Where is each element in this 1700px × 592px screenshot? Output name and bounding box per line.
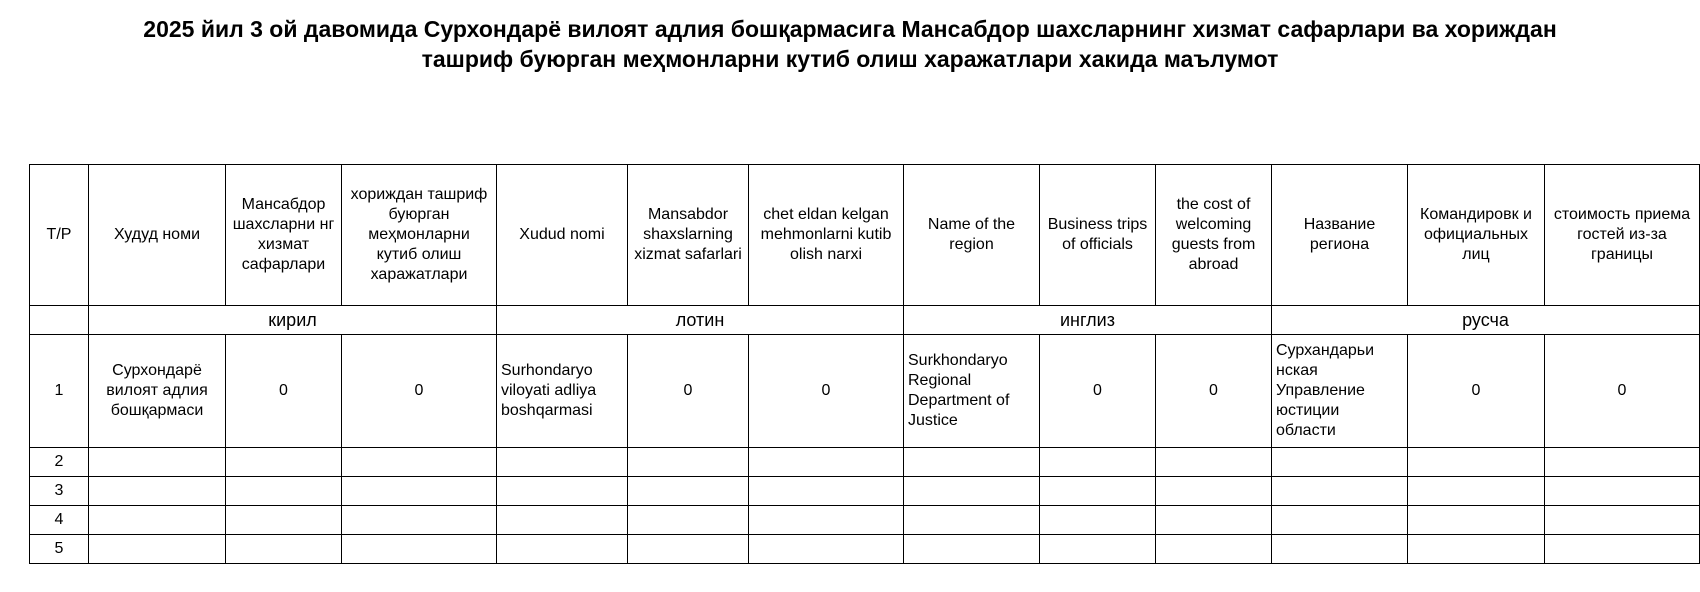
table-cell xyxy=(628,477,749,506)
table-cell xyxy=(1272,448,1408,477)
table-row xyxy=(30,448,1700,477)
region-lat-cell: Surhondaryo viloyati adliya boshqarmasi xyxy=(497,335,628,448)
table-cell xyxy=(1156,477,1272,506)
table-cell xyxy=(1408,448,1545,477)
table-cell xyxy=(342,506,497,535)
header-cell-guests-ru: стоимость приема гостей из-за границы xyxy=(1545,165,1700,306)
table-cell xyxy=(226,506,342,535)
guests-ru-cell: 0 xyxy=(1545,335,1700,448)
table-cell xyxy=(342,448,497,477)
group-cell-empty xyxy=(30,306,89,335)
table-cell xyxy=(1545,448,1700,477)
region-en-cell: Surkhondaryo Regional Department of Justice xyxy=(904,335,1040,448)
table-cell xyxy=(1545,535,1700,564)
table-cell xyxy=(1040,535,1156,564)
group-cell-english: инглиз xyxy=(904,306,1272,335)
table-cell xyxy=(89,477,226,506)
title-line-1: 2025 йил 3 ой давомида Сурхондарё вилоят адлия бошқармасига Мансабдор шахсларнинг хизмат сафарлари ва хориждан xyxy=(143,16,1557,42)
guests-lat-cell: 0 xyxy=(749,335,904,448)
table-cell xyxy=(1272,506,1408,535)
table-cell xyxy=(904,477,1040,506)
table-cell xyxy=(904,448,1040,477)
table-cell xyxy=(89,506,226,535)
table-row xyxy=(30,335,1700,448)
table-cell xyxy=(1040,477,1156,506)
row-number: 1 xyxy=(30,335,89,448)
expenses-table xyxy=(29,164,1700,564)
header-cell-region-lat: Xudud nomi xyxy=(497,165,628,306)
table-cell xyxy=(226,448,342,477)
table-cell xyxy=(749,448,904,477)
header-cell-guests-lat: chet eldan kelgan mehmonlarni kutib olish narxi xyxy=(749,165,904,306)
header-cell-trips-lat: Mansabdor shaxslarning xizmat safarlari xyxy=(628,165,749,306)
table-cell xyxy=(1156,448,1272,477)
row-number: 2 xyxy=(30,448,89,477)
table-cell xyxy=(1408,535,1545,564)
table-cell xyxy=(226,535,342,564)
guests-en-cell: 0 xyxy=(1156,335,1272,448)
table-cell xyxy=(904,506,1040,535)
table-cell xyxy=(1156,535,1272,564)
table-cell xyxy=(497,448,628,477)
table-row xyxy=(30,535,1700,564)
table-cell xyxy=(749,477,904,506)
table-cell xyxy=(1040,506,1156,535)
language-group-row xyxy=(30,306,1700,335)
table-cell xyxy=(497,506,628,535)
row-number: 4 xyxy=(30,506,89,535)
header-row xyxy=(30,165,1700,306)
document-title xyxy=(20,14,1680,74)
trips-en-cell: 0 xyxy=(1040,335,1156,448)
row-number: 3 xyxy=(30,477,89,506)
table-cell xyxy=(226,477,342,506)
region-cyr-cell: Сурхондарё вилоят адлия бошқармаси xyxy=(89,335,226,448)
header-cell-trips-ru: Командировк и официальных лиц xyxy=(1408,165,1545,306)
table-cell xyxy=(1545,477,1700,506)
trips-ru-cell: 0 xyxy=(1408,335,1545,448)
header-cell-guests-cyr: хориждан ташриф буюрган меҳмонларни кутиб олиш харажатлари xyxy=(342,165,497,306)
table-cell xyxy=(628,535,749,564)
group-cell-cyrillic: кирил xyxy=(89,306,497,335)
header-cell-number: Т/Р xyxy=(30,165,89,306)
header-cell-trips-en: Business trips of officials xyxy=(1040,165,1156,306)
table-row xyxy=(30,506,1700,535)
table-cell xyxy=(628,448,749,477)
trips-lat-cell: 0 xyxy=(628,335,749,448)
table-row xyxy=(30,477,1700,506)
row-number: 5 xyxy=(30,535,89,564)
header-cell-trips-cyr: Мансабдор шахсларни нг хизмат сафарлари xyxy=(226,165,342,306)
table-cell xyxy=(1408,477,1545,506)
table-cell xyxy=(342,477,497,506)
table-cell xyxy=(749,535,904,564)
region-ru-cell: Сурхандарьи нская Управление юстиции области xyxy=(1272,335,1408,448)
header-cell-guests-en: the cost of welcoming guests from abroad xyxy=(1156,165,1272,306)
header-cell-region-cyr: Худуд номи xyxy=(89,165,226,306)
table-cell xyxy=(904,535,1040,564)
table-cell xyxy=(1272,535,1408,564)
header-cell-region-en: Name of the region xyxy=(904,165,1040,306)
table-cell xyxy=(497,477,628,506)
table-cell xyxy=(497,535,628,564)
table-cell xyxy=(1545,506,1700,535)
table-cell xyxy=(1272,477,1408,506)
table-cell xyxy=(1040,448,1156,477)
group-cell-russian: русча xyxy=(1272,306,1700,335)
table-cell xyxy=(1408,506,1545,535)
table-cell xyxy=(89,535,226,564)
guests-cyr-cell: 0 xyxy=(342,335,497,448)
table-cell xyxy=(628,506,749,535)
table-cell xyxy=(342,535,497,564)
table-cell xyxy=(89,448,226,477)
title-line-2: ташриф буюрган меҳмонларни кутиб олиш харажатлари хакида маълумот xyxy=(421,46,1279,72)
trips-cyr-cell: 0 xyxy=(226,335,342,448)
header-cell-region-ru: Название региона xyxy=(1272,165,1408,306)
table-cell xyxy=(1156,506,1272,535)
table-cell xyxy=(749,506,904,535)
group-cell-latin: лотин xyxy=(497,306,904,335)
